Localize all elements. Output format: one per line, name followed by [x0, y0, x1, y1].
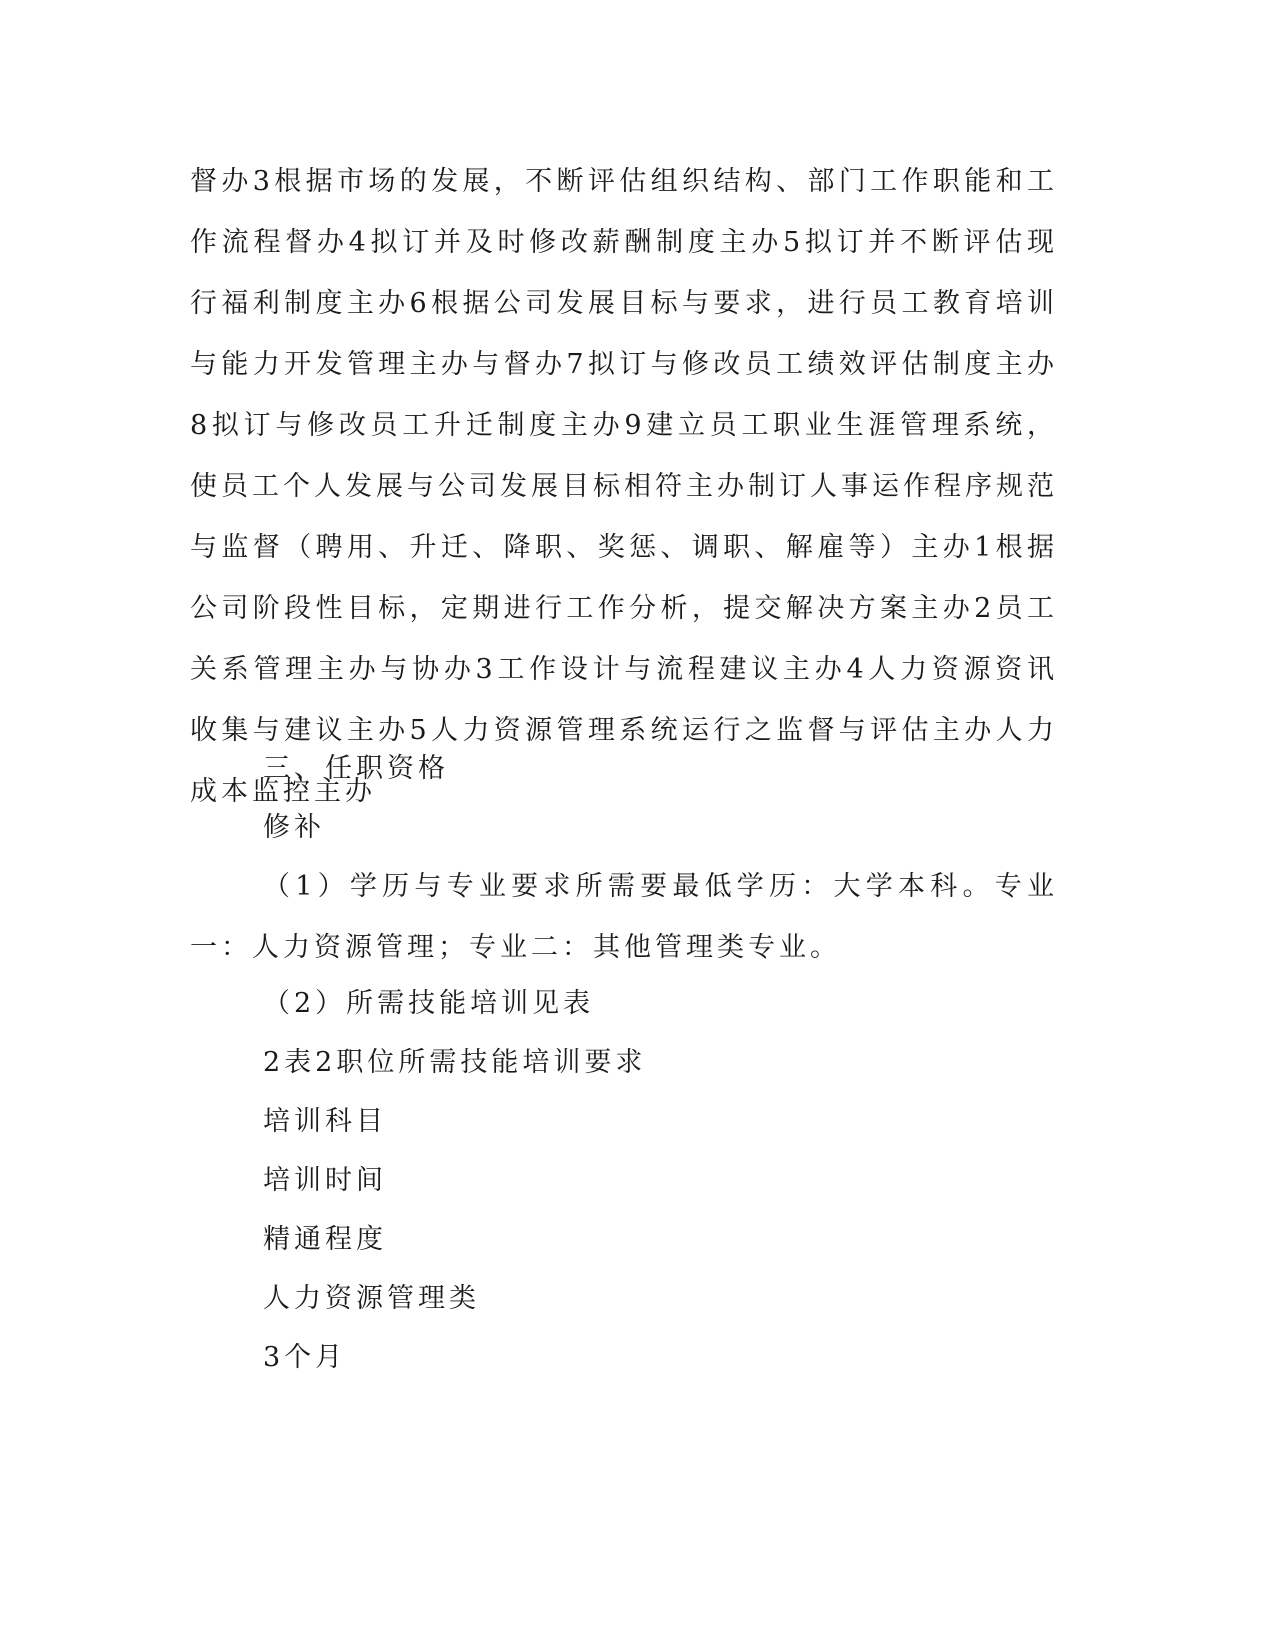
- skills-training-line: （2）所需技能培训见表: [263, 988, 595, 1019]
- table-header-time: 培训时间: [263, 1165, 387, 1196]
- section-heading: 三、任职资格: [263, 753, 449, 784]
- duties-paragraph: 督办3根据市场的发展，不断评估组织结构、部门工作职能和工作流程督办4拟订并及时修改薪酬制度主办5拟订并不断评估现行福利制度主办6根据公司发展目标与要求，进行员工教育培训与能力开发管理主办与督办7拟订与修改员工绩效评估制度主办8拟订与修改员工升迁制度主办9建立员工职业生涯管理系统，使员工个人发展与公司发展目标相符主办制订人事运作程序规范与监督（聘用、升迁、降职、奖惩、调职、解雇等）主办1根据公司阶段性目标，定期进行工作分析，提交解决方案主办2员工关系管理主办与协办3工作设计与流程建议主办4人力资源资讯收集与建议主办5人力资源管理系统运行之监督与评估主办人力成本监控主办: [190, 166, 1058, 807]
- table-header-subject: 培训科目: [263, 1106, 387, 1137]
- table-row-time: 3个月: [263, 1342, 347, 1373]
- table-caption: 2表2职位所需技能培训要求: [263, 1047, 647, 1078]
- education-requirement-paragraph: （1）学历与专业要求所需要最低学历：大学本科。专业一：人力资源管理；专业二：其他管理类专业。: [190, 871, 1058, 963]
- sub-heading: 修补: [263, 812, 325, 843]
- table-header-level: 精通程度: [263, 1224, 387, 1255]
- table-row-subject: 人力资源管理类: [263, 1283, 480, 1314]
